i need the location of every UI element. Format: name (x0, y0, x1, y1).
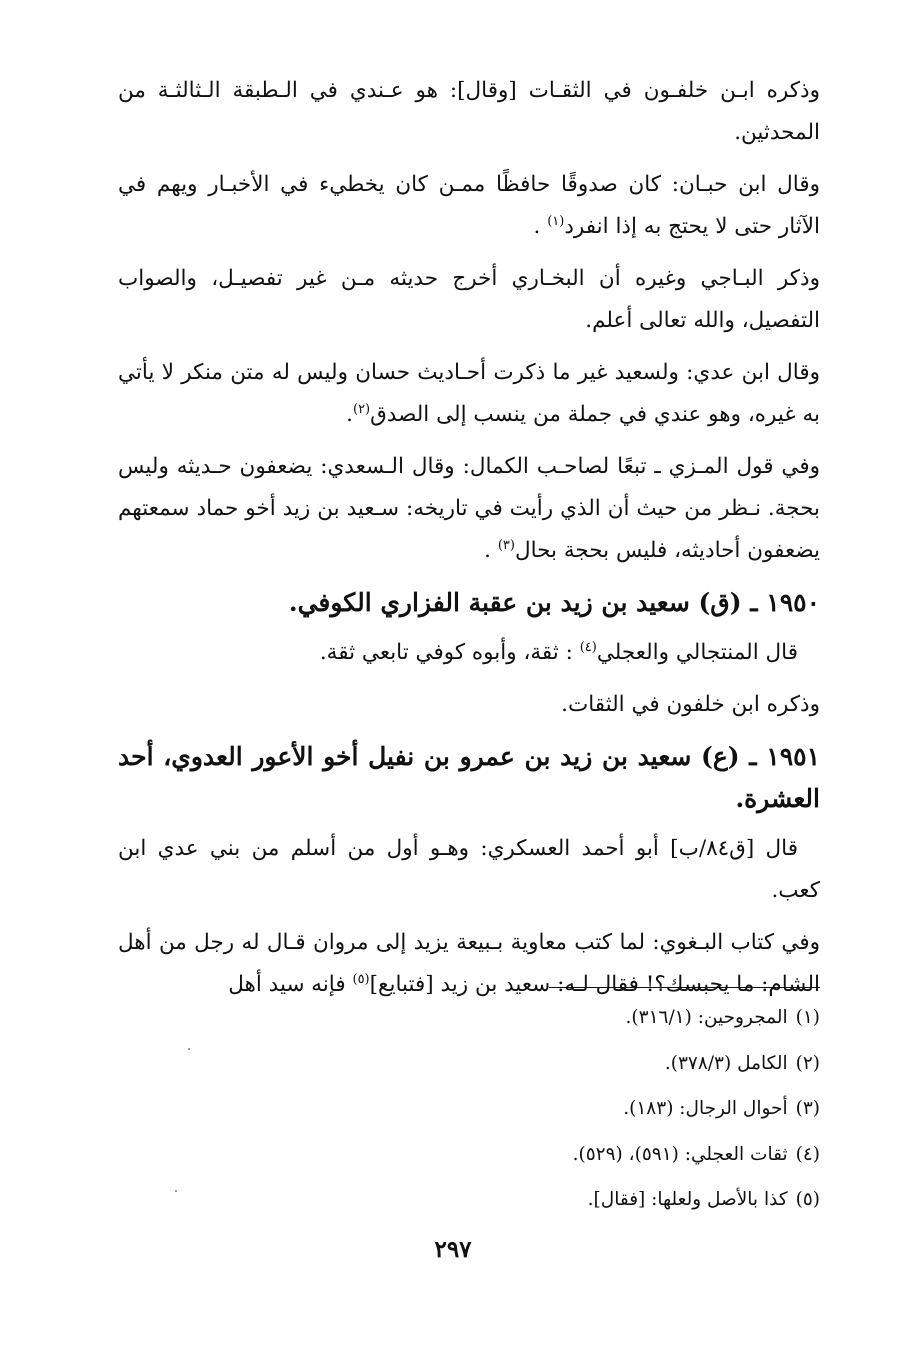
footnote-number: (٤) (795, 1143, 820, 1165)
paragraph-tail: . (533, 214, 548, 239)
footnote-4 (118, 1132, 820, 1178)
footnotes (118, 995, 820, 1223)
footnote-separator (549, 987, 820, 988)
paragraph-muntajali (118, 632, 820, 674)
footnote-number: (١) (795, 1007, 820, 1028)
footnote-text: المجروحين: (٣١٦/١). (625, 1007, 788, 1028)
footnote-ref-2: (٢) (352, 401, 371, 417)
entry-heading-1950: ١٩٥٠ ـ (ق) سعيد بن زيد بن عقبة الفزاري الكوفي. (288, 588, 820, 617)
paragraph-mizzi (118, 446, 820, 572)
page-body (118, 70, 820, 1016)
scan-speck (175, 1190, 177, 1192)
footnote-ref-1: (١) (547, 213, 565, 229)
paragraph-text: قال [ق٨٤/ب] أبو أحمد العسكري: وهـو أول من أسلم من بني عدي ابن كعب. (118, 836, 820, 903)
footnote-number: (٣) (795, 1098, 820, 1119)
paragraph-tail: . (484, 538, 498, 563)
paragraph-ibn-adi (118, 352, 820, 436)
paragraph-text: وفي قول المـزي ـ تبعًا لصاحـب الكمال: وقال الـسعدي: يضعفون حـديثه وليس بحجة. نـظر من حيث أن الذي رأيت في تاريخه: سـعيد بن زيد أخو حماد سمعتهم يضعفون أحاديثه، فليس بحجة بحال (118, 454, 820, 563)
paragraph-text: قال المنتجالي والعجلي (596, 640, 798, 665)
scan-speck (188, 1048, 190, 1050)
footnote-ref-5: (٥) (352, 971, 370, 987)
footnote-text: أحوال الرجال: (١٨٣). (623, 1098, 788, 1119)
paragraph-text: وقال ابن عدي: ولسعيد غير ما ذكرت أحـاديث حسان وليس له متن منكر لا يأتي به غيره، وهو عندي في جملة من ينسب إلى الصدق (118, 360, 820, 427)
paragraph-text: وذكره ابن خلفون في الثقات. (561, 692, 820, 717)
entry-heading-1951: ١٩٥١ ـ (ع) سعيد بن زيد بن عمرو بن نفيل أخو الأعور العدوي، أحد العشرة. (118, 742, 820, 813)
footnote-text: الكامل (٣٧٨/٣). (664, 1052, 788, 1074)
paragraph-baji (118, 258, 820, 342)
footnote-3 (118, 1086, 820, 1132)
footnote-number: (٢) (795, 1052, 820, 1074)
page-number: ٢٩٧ (434, 1236, 472, 1263)
footnote-2 (118, 1041, 820, 1087)
paragraph-tail: فإنه سيد أهل (228, 972, 353, 997)
paragraph-ibn-khalfun (118, 70, 820, 154)
footnote-ref-4: (٤) (579, 639, 597, 655)
footnote-text: كذا بالأصل ولعلها: [فقال]. (587, 1189, 788, 1210)
paragraph-baghawi (118, 922, 820, 1006)
paragraph-text: وفي كتاب البـغوي: لما كتب معاوية بـبيعة يزيد إلى مروان قـال له رجل من أهل الشام: ما يحبسك؟! فقال لـه: سعيد بن زيد [فتبايع] (118, 930, 820, 997)
paragraph-text: وذكره ابـن خلفـون في الثقـات [وقال]: هو عـندي في الـطبقة الـثالثـة من المحدثين. (118, 78, 820, 145)
paragraph-text: وقال ابن حبـان: كان صدوقًا حافظًا ممـن كان يخطيء في الأخبـار ويهم في الآثار حتى لا يحتج به إذا انفرد (118, 172, 820, 239)
footnote-ref-3: (٣) (497, 537, 515, 553)
footnote-text: ثقات العجلي: (٥٩١)، (٥٢٩). (572, 1143, 788, 1165)
paragraph-ibn-hibban (118, 164, 820, 248)
paragraph-text: وذكر البـاجي وغيره أن البخـاري أخرج حديثه مـن غير تفصيـل، والصواب التفصيل، والله تعالى أعلم. (118, 266, 820, 333)
footnote-number: (٥) (795, 1189, 820, 1210)
paragraph-ibn-khalfun-2 (118, 684, 820, 726)
paragraph-askari (118, 828, 820, 912)
footnote-5 (118, 1177, 820, 1223)
paragraph-tail: : ثقة، وأبوه كوفي تابعي ثقة. (319, 640, 580, 665)
paragraph-tail: . (346, 402, 353, 427)
footnote-1 (118, 995, 820, 1041)
